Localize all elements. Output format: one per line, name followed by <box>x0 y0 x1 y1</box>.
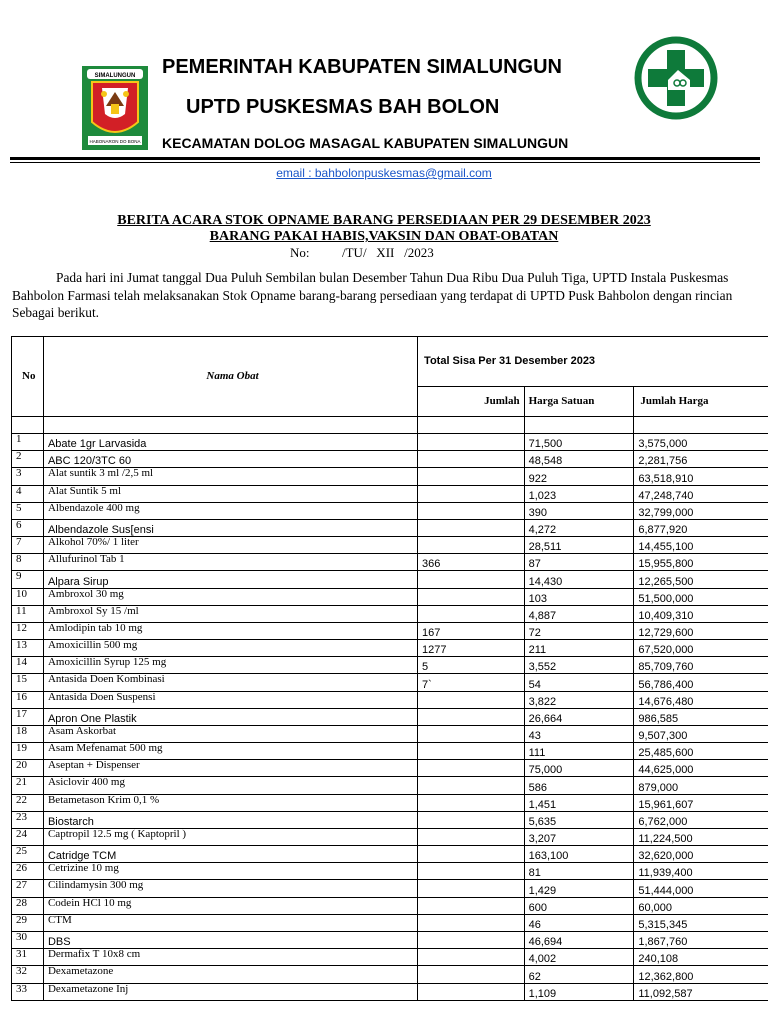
table-row <box>12 743 768 760</box>
item-unit-price: 4,887 <box>524 605 634 622</box>
row-number: 7 <box>12 537 44 554</box>
item-quantity <box>418 931 525 948</box>
item-unit-price: 75,000 <box>524 760 634 777</box>
document-title-text: BERITA ACARA STOK OPNAME BARANG PERSEDIAAN PER 29 DESEMBER 2023 <box>117 213 651 228</box>
item-unit-price: 87 <box>524 554 634 571</box>
item-name: Codein HCl 10 mg <box>43 897 417 914</box>
item-name: Ambroxol 30 mg <box>43 588 417 605</box>
table-row <box>12 640 768 657</box>
table-row <box>12 966 768 983</box>
item-unit-price: 26,664 <box>524 708 634 725</box>
item-total-price: 1,867,760 <box>634 931 768 948</box>
item-unit-price: 72 <box>524 622 634 639</box>
row-number: 15 <box>12 674 44 691</box>
header-no: No <box>12 337 44 417</box>
item-total-price: 15,955,800 <box>634 554 768 571</box>
item-name: Asiclovir 400 mg <box>43 777 417 794</box>
spacer-cell <box>43 417 417 434</box>
item-total-price: 32,799,000 <box>634 502 768 519</box>
table-row <box>12 502 768 519</box>
item-quantity <box>418 725 525 742</box>
row-number: 23 <box>12 811 44 828</box>
item-name: DBS <box>43 931 417 948</box>
document-number: No: /TU/ XII /2023 <box>290 245 434 260</box>
item-unit-price: 1,023 <box>524 485 634 502</box>
table-row <box>12 468 768 485</box>
item-name: Alkohol 70%/ 1 liter <box>43 537 417 554</box>
item-quantity <box>418 485 525 502</box>
table-row <box>12 554 768 571</box>
item-unit-price: 46 <box>524 914 634 931</box>
item-quantity: 5 <box>418 657 525 674</box>
item-total-price: 879,000 <box>634 777 768 794</box>
table-row <box>12 708 768 725</box>
table-row <box>12 674 768 691</box>
table-row <box>12 725 768 742</box>
item-quantity <box>418 468 525 485</box>
row-number: 12 <box>12 622 44 639</box>
row-number: 29 <box>12 914 44 931</box>
item-total-price: 60,000 <box>634 897 768 914</box>
item-name: Cetrizine 10 mg <box>43 863 417 880</box>
item-name: Dexametazone <box>43 966 417 983</box>
row-number: 8 <box>12 554 44 571</box>
header-harga-satuan: Harga Satuan <box>524 387 634 417</box>
table-row <box>12 588 768 605</box>
item-quantity <box>418 949 525 966</box>
item-quantity <box>418 571 525 588</box>
row-number: 20 <box>12 760 44 777</box>
item-quantity: 167 <box>418 622 525 639</box>
item-name: Catridge TCM <box>43 846 417 863</box>
item-name: Biostarch <box>43 811 417 828</box>
item-unit-price: 54 <box>524 674 634 691</box>
item-unit-price: 3,552 <box>524 657 634 674</box>
row-number: 13 <box>12 640 44 657</box>
item-total-price: 11,224,500 <box>634 828 768 845</box>
item-quantity <box>418 588 525 605</box>
item-quantity: 7` <box>418 674 525 691</box>
item-total-price: 9,507,300 <box>634 725 768 742</box>
item-total-price: 11,939,400 <box>634 863 768 880</box>
item-quantity <box>418 983 525 1000</box>
row-number: 25 <box>12 846 44 863</box>
item-unit-price: 62 <box>524 966 634 983</box>
item-unit-price: 3,207 <box>524 828 634 845</box>
item-quantity <box>418 914 525 931</box>
item-name: Alat suntik 3 ml /2,5 ml <box>43 468 417 485</box>
item-name: Alpara Sirup <box>43 571 417 588</box>
table-row <box>12 777 768 794</box>
item-total-price: 6,762,000 <box>634 811 768 828</box>
item-quantity <box>418 897 525 914</box>
table-spacer-row <box>12 417 768 434</box>
row-number: 31 <box>12 949 44 966</box>
logo-text-top: SIMALUNGUN <box>94 73 136 79</box>
item-name: Allufurinol Tab 1 <box>43 554 417 571</box>
item-name: Albendazole Sus[ensi <box>43 519 417 536</box>
row-number: 27 <box>12 880 44 897</box>
item-quantity <box>418 828 525 845</box>
row-number: 21 <box>12 777 44 794</box>
table-row <box>12 880 768 897</box>
item-name: Captropil 12.5 mg ( Kaptopril ) <box>43 828 417 845</box>
table-row <box>12 811 768 828</box>
table-row <box>12 451 768 468</box>
item-name: Ambroxol Sy 15 /ml <box>43 605 417 622</box>
table-row <box>12 485 768 502</box>
intro-paragraph-text: Pada hari ini Jumat tanggal Dua Puluh Sembilan bulan Desember Tahun Dua Ribu Dua Puluh Tiga, UPTD Instala Puskesmas Bahbolon Farmasi telah melaksanakan Stok Opname barang-barang persediaan yang terdapat di UPTD Pusk Bahbolon dengan rincian Sebagai berikut. <box>12 270 733 320</box>
item-unit-price: 586 <box>524 777 634 794</box>
item-unit-price: 600 <box>524 897 634 914</box>
item-unit-price: 1,429 <box>524 880 634 897</box>
item-total-price: 3,575,000 <box>634 434 768 451</box>
letterhead-government: PEMERINTAH KABUPATEN SIMALUNGUN <box>162 56 562 78</box>
table-row <box>12 949 768 966</box>
item-name: Asam Askorbat <box>43 725 417 742</box>
puskesmas-logo <box>634 36 718 120</box>
item-name: Dexametazone Inj <box>43 983 417 1000</box>
header-name: Nama Obat <box>43 337 417 417</box>
table-row <box>12 691 768 708</box>
row-number: 14 <box>12 657 44 674</box>
item-unit-price: 111 <box>524 743 634 760</box>
item-quantity <box>418 794 525 811</box>
table-row <box>12 931 768 948</box>
item-name: Antasida Doen Kombinasi <box>43 674 417 691</box>
row-number: 3 <box>12 468 44 485</box>
email-link[interactable]: email : bahbolonpuskesmas@gmail.com <box>276 166 492 180</box>
item-name: Betametason Krim 0,1 % <box>43 794 417 811</box>
row-number: 10 <box>12 588 44 605</box>
item-total-price: 85,709,760 <box>634 657 768 674</box>
row-number: 32 <box>12 966 44 983</box>
spacer-cell <box>634 417 768 434</box>
item-quantity <box>418 811 525 828</box>
item-total-price: 2,281,756 <box>634 451 768 468</box>
item-unit-price: 5,635 <box>524 811 634 828</box>
row-number: 26 <box>12 863 44 880</box>
simalungun-crest-logo <box>82 66 148 150</box>
row-number: 19 <box>12 743 44 760</box>
item-unit-price: 211 <box>524 640 634 657</box>
item-quantity <box>418 502 525 519</box>
row-number: 2 <box>12 451 44 468</box>
table-row <box>12 657 768 674</box>
item-quantity <box>418 846 525 863</box>
item-unit-price: 4,272 <box>524 519 634 536</box>
item-name: Amlodipin tab 10 mg <box>43 622 417 639</box>
item-quantity <box>418 743 525 760</box>
table-row <box>12 897 768 914</box>
item-total-price: 12,362,800 <box>634 966 768 983</box>
item-total-price: 5,315,345 <box>634 914 768 931</box>
letterhead-district: KECAMATAN DOLOG MASAGAL KABUPATEN SIMALUNGUN <box>162 135 569 151</box>
row-number: 11 <box>12 605 44 622</box>
item-total-price: 11,092,587 <box>634 983 768 1000</box>
item-name: Amoxicillin Syrup 125 mg <box>43 657 417 674</box>
item-total-price: 67,520,000 <box>634 640 768 657</box>
table-row <box>12 571 768 588</box>
table-row <box>12 863 768 880</box>
table-row <box>12 605 768 622</box>
item-unit-price: 46,694 <box>524 931 634 948</box>
item-name: Alat Suntik 5 ml <box>43 485 417 502</box>
item-name: Abate 1gr Larvasida <box>43 434 417 451</box>
item-total-price: 15,961,607 <box>634 794 768 811</box>
item-unit-price: 922 <box>524 468 634 485</box>
item-unit-price: 43 <box>524 725 634 742</box>
item-quantity <box>418 863 525 880</box>
document-subtitle-text: BARANG PAKAI HABIS,VAKSIN DAN OBAT-OBATAN <box>209 229 559 244</box>
row-number: 5 <box>12 502 44 519</box>
item-unit-price: 163,100 <box>524 846 634 863</box>
item-total-price: 6,877,920 <box>634 519 768 536</box>
item-unit-price: 390 <box>524 502 634 519</box>
spacer-cell <box>418 417 525 434</box>
table-row <box>12 914 768 931</box>
row-number: 18 <box>12 725 44 742</box>
item-unit-price: 48,548 <box>524 451 634 468</box>
spacer-cell <box>12 417 44 434</box>
row-number: 24 <box>12 828 44 845</box>
item-quantity: 366 <box>418 554 525 571</box>
table-row <box>12 519 768 536</box>
item-total-price: 10,409,310 <box>634 605 768 622</box>
item-name: Cilindamysin 300 mg <box>43 880 417 897</box>
item-unit-price: 4,002 <box>524 949 634 966</box>
item-quantity <box>418 777 525 794</box>
item-quantity <box>418 537 525 554</box>
letterhead-rule-thick <box>10 157 760 160</box>
row-number: 17 <box>12 708 44 725</box>
table-row <box>12 828 768 845</box>
table-row <box>12 622 768 639</box>
item-name: Dermafix T 10x8 cm <box>43 949 417 966</box>
table-row <box>12 846 768 863</box>
item-total-price: 32,620,000 <box>634 846 768 863</box>
stock-table <box>11 336 768 1001</box>
item-quantity <box>418 691 525 708</box>
item-unit-price: 103 <box>524 588 634 605</box>
item-unit-price: 71,500 <box>524 434 634 451</box>
intro-paragraph <box>12 269 760 322</box>
table-row <box>12 537 768 554</box>
item-quantity <box>418 519 525 536</box>
header-total: Total Sisa Per 31 Desember 2023 <box>418 337 768 387</box>
row-number: 30 <box>12 931 44 948</box>
item-total-price: 44,625,000 <box>634 760 768 777</box>
table-row <box>12 794 768 811</box>
item-quantity <box>418 880 525 897</box>
table-row <box>12 760 768 777</box>
item-quantity <box>418 451 525 468</box>
item-quantity <box>418 708 525 725</box>
row-number: 1 <box>12 434 44 451</box>
item-total-price: 12,729,600 <box>634 622 768 639</box>
item-name: Asam Mefenamat 500 mg <box>43 743 417 760</box>
logo-text-bottom: HABONARON DO BONA <box>89 139 141 144</box>
item-total-price: 12,265,500 <box>634 571 768 588</box>
item-quantity <box>418 760 525 777</box>
item-total-price: 25,485,600 <box>634 743 768 760</box>
document-subtitle <box>0 229 768 245</box>
row-number: 33 <box>12 983 44 1000</box>
item-name: Aseptan + Dispenser <box>43 760 417 777</box>
row-number: 9 <box>12 571 44 588</box>
row-number: 22 <box>12 794 44 811</box>
row-number: 16 <box>12 691 44 708</box>
item-unit-price: 28,511 <box>524 537 634 554</box>
item-total-price: 986,585 <box>634 708 768 725</box>
table-row <box>12 434 768 451</box>
item-unit-price: 1,451 <box>524 794 634 811</box>
item-quantity: 1277 <box>418 640 525 657</box>
table-row <box>12 983 768 1000</box>
item-name: Amoxicillin 500 mg <box>43 640 417 657</box>
header-jumlah: Jumlah <box>418 387 525 417</box>
item-total-price: 14,676,480 <box>634 691 768 708</box>
letterhead-rule-thin <box>10 162 760 163</box>
row-number: 4 <box>12 485 44 502</box>
item-total-price: 63,518,910 <box>634 468 768 485</box>
item-name: Apron One Plastik <box>43 708 417 725</box>
row-number: 28 <box>12 897 44 914</box>
item-quantity <box>418 966 525 983</box>
item-total-price: 51,444,000 <box>634 880 768 897</box>
item-name: Albendazole 400 mg <box>43 502 417 519</box>
item-total-price: 56,786,400 <box>634 674 768 691</box>
item-name: ABC 120/3TC 60 <box>43 451 417 468</box>
item-quantity <box>418 434 525 451</box>
item-total-price: 51,500,000 <box>634 588 768 605</box>
item-total-price: 47,248,740 <box>634 485 768 502</box>
letterhead-institution: UPTD PUSKESMAS BAH BOLON <box>186 96 500 118</box>
item-total-price: 14,455,100 <box>634 537 768 554</box>
item-name: Antasida Doen Suspensi <box>43 691 417 708</box>
header-jumlah-harga: Jumlah Harga <box>634 387 768 417</box>
row-number: 6 <box>12 519 44 536</box>
document-title <box>0 213 768 229</box>
item-quantity <box>418 605 525 622</box>
item-name: CTM <box>43 914 417 931</box>
item-unit-price: 1,109 <box>524 983 634 1000</box>
item-unit-price: 3,822 <box>524 691 634 708</box>
item-unit-price: 14,430 <box>524 571 634 588</box>
item-total-price: 240,108 <box>634 949 768 966</box>
item-unit-price: 81 <box>524 863 634 880</box>
spacer-cell <box>524 417 634 434</box>
